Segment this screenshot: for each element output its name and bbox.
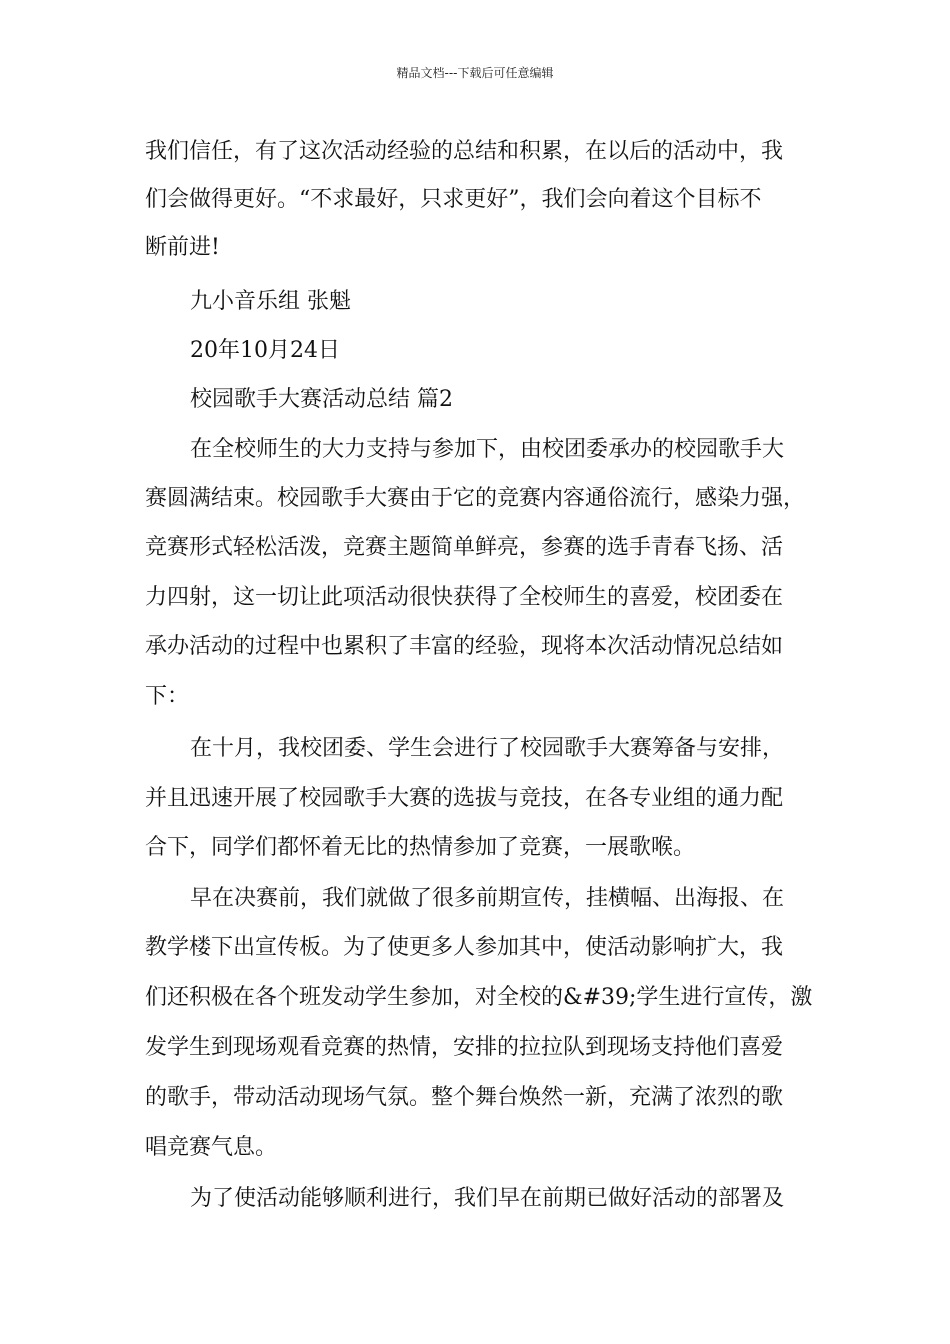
text-line: 为了使活动能够顺利进行，我们早在前期已做好活动的部署及 [190, 1186, 785, 1211]
text-line: 发学生到现场观看竞赛的热情，安排的拉拉队到现场支持他们喜爱 [145, 1035, 784, 1060]
text-line: 们还积极在各个班发动学生参加，对全校的&#39;学生进行宣传，激 [145, 985, 813, 1010]
text-line: 力四射，这一切让此项活动很快获得了全校师生的喜爱，校团委在 [145, 585, 784, 610]
date-line: 20年10月24日 [190, 338, 340, 363]
section-title: 校园歌手大赛活动总结 篇2 [190, 387, 453, 412]
text-line: 唱竞赛气息。 [145, 1135, 278, 1160]
text-line: 下： [145, 684, 190, 709]
text-line: 承办活动的过程中也累积了丰富的经验，现将本次活动情况总结如 [145, 634, 784, 659]
text-line: 在十月，我校团委、学生会进行了校园歌手大赛筹备与安排， [190, 736, 785, 761]
page-header: 精品文档---下载后可任意编辑 [396, 66, 554, 80]
text-line: 并且迅速开展了校园歌手大赛的选拔与竞技，在各专业组的通力配 [145, 786, 784, 811]
text-line: 的歌手，带动活动现场气氛。整个舞台焕然一新，充满了浓烈的歌 [145, 1085, 784, 1110]
text-line: 在全校师生的大力支持与参加下，由校团委承办的校园歌手大 [190, 437, 785, 462]
text-line: 教学楼下出宣传板。为了使更多人参加其中，使活动影响扩大，我 [145, 935, 784, 960]
text-line: 们会做得更好。“不求最好，只求更好”，我们会向着这个目标不 [145, 187, 762, 212]
text-line: 竞赛形式轻松活泼，竞赛主题简单鲜亮，参赛的选手青春飞扬、活 [145, 535, 784, 560]
text-line: 我们信任，有了这次活动经验的总结和积累，在以后的活动中，我 [145, 139, 784, 164]
text-line: 早在决赛前，我们就做了很多前期宣传，挂横幅、出海报、在 [190, 886, 785, 911]
signature-line: 九小音乐组 张魁 [190, 289, 351, 314]
text-line: 赛圆满结束。校园歌手大赛由于它的竞赛内容通俗流行，感染力强， [145, 486, 806, 511]
text-line: 断前进! [145, 235, 220, 260]
text-line: 合下，同学们都怀着无比的热情参加了竞赛，一展歌喉。 [145, 835, 696, 860]
